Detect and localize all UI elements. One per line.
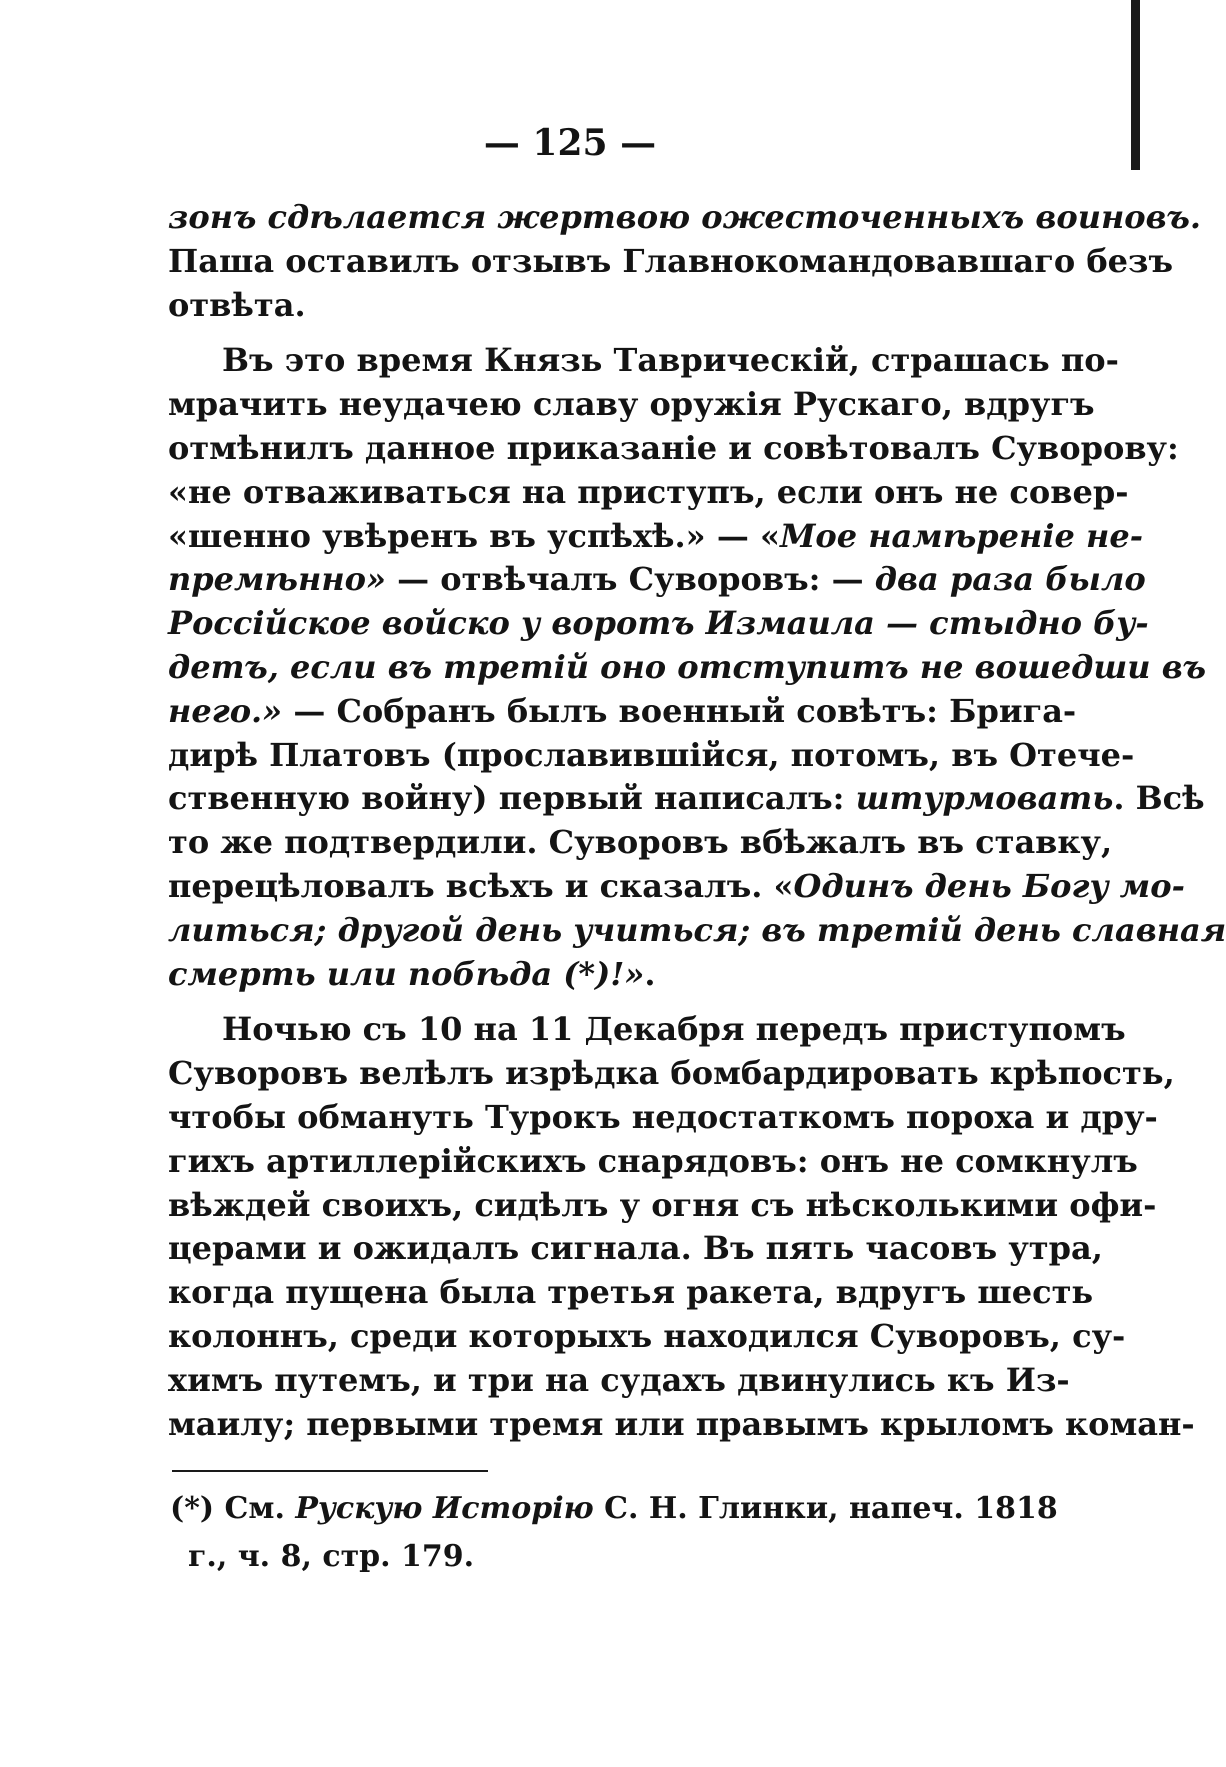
text-line [168,821,1113,865]
text-line [168,1140,1138,1184]
text-segment: когда пущена была третья ракета, вдругъ шесть [168,1273,1094,1312]
footnote-title: Рускую Исторію [295,1491,594,1526]
italic-segment: Одинъ день Богу мо- [793,866,1185,905]
text-line [168,196,1202,240]
text-line [168,1052,1175,1096]
italic-segment: зонъ сдѣлается жертвою ожесточенныхъ воиновъ. [168,198,1202,236]
text-segment: . [644,954,656,993]
text-segment: Суворовъ велѣлъ изрѣдка бомбардировать крѣпость, [168,1054,1175,1093]
text-line [168,909,1226,953]
footnote-line-2: г., ч. 8, стр. 179. [188,1539,475,1574]
text-segment: Ночью съ 10 на 11 Декабря передъ приступомъ [222,1010,1126,1049]
paragraph-gap [168,327,1003,339]
text-segment: «не отваживаться на приступъ, если онъ не совер- [168,472,1129,511]
italic-segment: литься; другой день учиться; въ третій день славная [168,910,1226,949]
text-line [168,777,1205,821]
text-segment: мрачить неудачею славу оружія Рускаго, вдругъ [168,385,1095,424]
footnote-citation: С. Н. Глинки, напеч. 1818 [593,1491,1058,1526]
text-segment: церами и ожидалъ сигнала. Въ пять часовъ утра, [168,1229,1103,1268]
text-line [168,1403,1195,1447]
italic-segment: Россійское войско у воротъ Измаила — стыдно бу- [168,604,1149,643]
text-line [168,646,1206,690]
text-line [168,1096,1158,1140]
text-segment: перецѣловалъ всѣхъ и сказалъ. « [168,866,794,905]
body-text [168,196,1226,1446]
text-segment: дирѣ Платовъ (прославившійся, потомъ, въ Отече- [168,735,1135,774]
footnote [170,1485,1058,1581]
text-segment: гихъ артиллерійскихъ снарядовъ: онъ не сомкнулъ [168,1141,1138,1180]
footnote-line-1 [170,1485,1058,1533]
text-line [168,383,1095,427]
text-line [168,1271,1094,1315]
text-line [168,1008,1126,1052]
text-line [168,515,1143,559]
text-line [168,1184,1157,1228]
text-segment: Въ это время Князь Таврическій, страшась по- [222,341,1119,380]
text-segment: отмѣнилъ данное приказаніе и совѣтовалъ Суворову: [168,428,1179,467]
text-segment: Паша оставилъ отзывъ Главнокомандовавшаго безъ [168,241,1173,280]
text-segment: — Собранъ былъ военный совѣтъ: Брига- [282,691,1077,730]
text-line [168,284,1003,328]
text-line [168,953,1003,997]
text-line [168,427,1179,471]
text-segment: маилу; первыми тремя или правымъ крыломъ коман- [168,1404,1195,1443]
text-line [168,602,1149,646]
paragraph-gap [168,996,1003,1008]
text-segment: вѣждей своихъ, сидѣлъ у огня съ нѣсколькими офи- [168,1185,1157,1224]
footnote-divider [172,1470,488,1472]
text-line [168,558,1146,602]
italic-segment: штурмовать [855,779,1114,818]
text-segment: . Всѣ [1113,779,1205,818]
text-segment: то же подтвердили. Суворовъ вбѣжалъ въ ставку, [168,823,1113,862]
text-segment: химъ путемъ, и три на судахъ двинулись къ Из- [168,1360,1070,1399]
italic-segment: Мое намѣреніе не- [779,516,1143,555]
italic-segment: детъ, если въ третій оно отступитъ не вошедши въ [168,647,1206,686]
text-line [168,734,1135,778]
italic-segment: премѣнно» [168,560,387,599]
text-segment: колоннъ, среди которыхъ находился Суворовъ, су- [168,1316,1126,1355]
text-segment: отвѣта. [168,285,306,324]
text-segment: — отвѣчалъ Суворовъ: — [386,560,875,599]
text-segment: ственную войну) первый написалъ: [168,779,856,818]
text-line [168,690,1077,734]
text-line [168,1227,1103,1271]
page-number: — 125 — [483,122,657,164]
footnote-marker-text: (*) См. [170,1491,296,1526]
text-line [168,1359,1070,1403]
text-line [168,339,1119,383]
italic-segment: него.» [168,691,283,730]
text-line [168,471,1129,515]
text-segment: чтобы обмануть Турокъ недостаткомъ пороха и дру- [168,1097,1158,1136]
text-segment: «шенно увѣренъ въ успѣхѣ.» — « [168,516,780,555]
text-line [168,240,1173,284]
italic-segment: смерть или побѣда (*)!» [168,954,645,993]
italic-segment: два раза было [874,560,1146,599]
text-line [168,865,1185,909]
text-line [168,1315,1126,1359]
